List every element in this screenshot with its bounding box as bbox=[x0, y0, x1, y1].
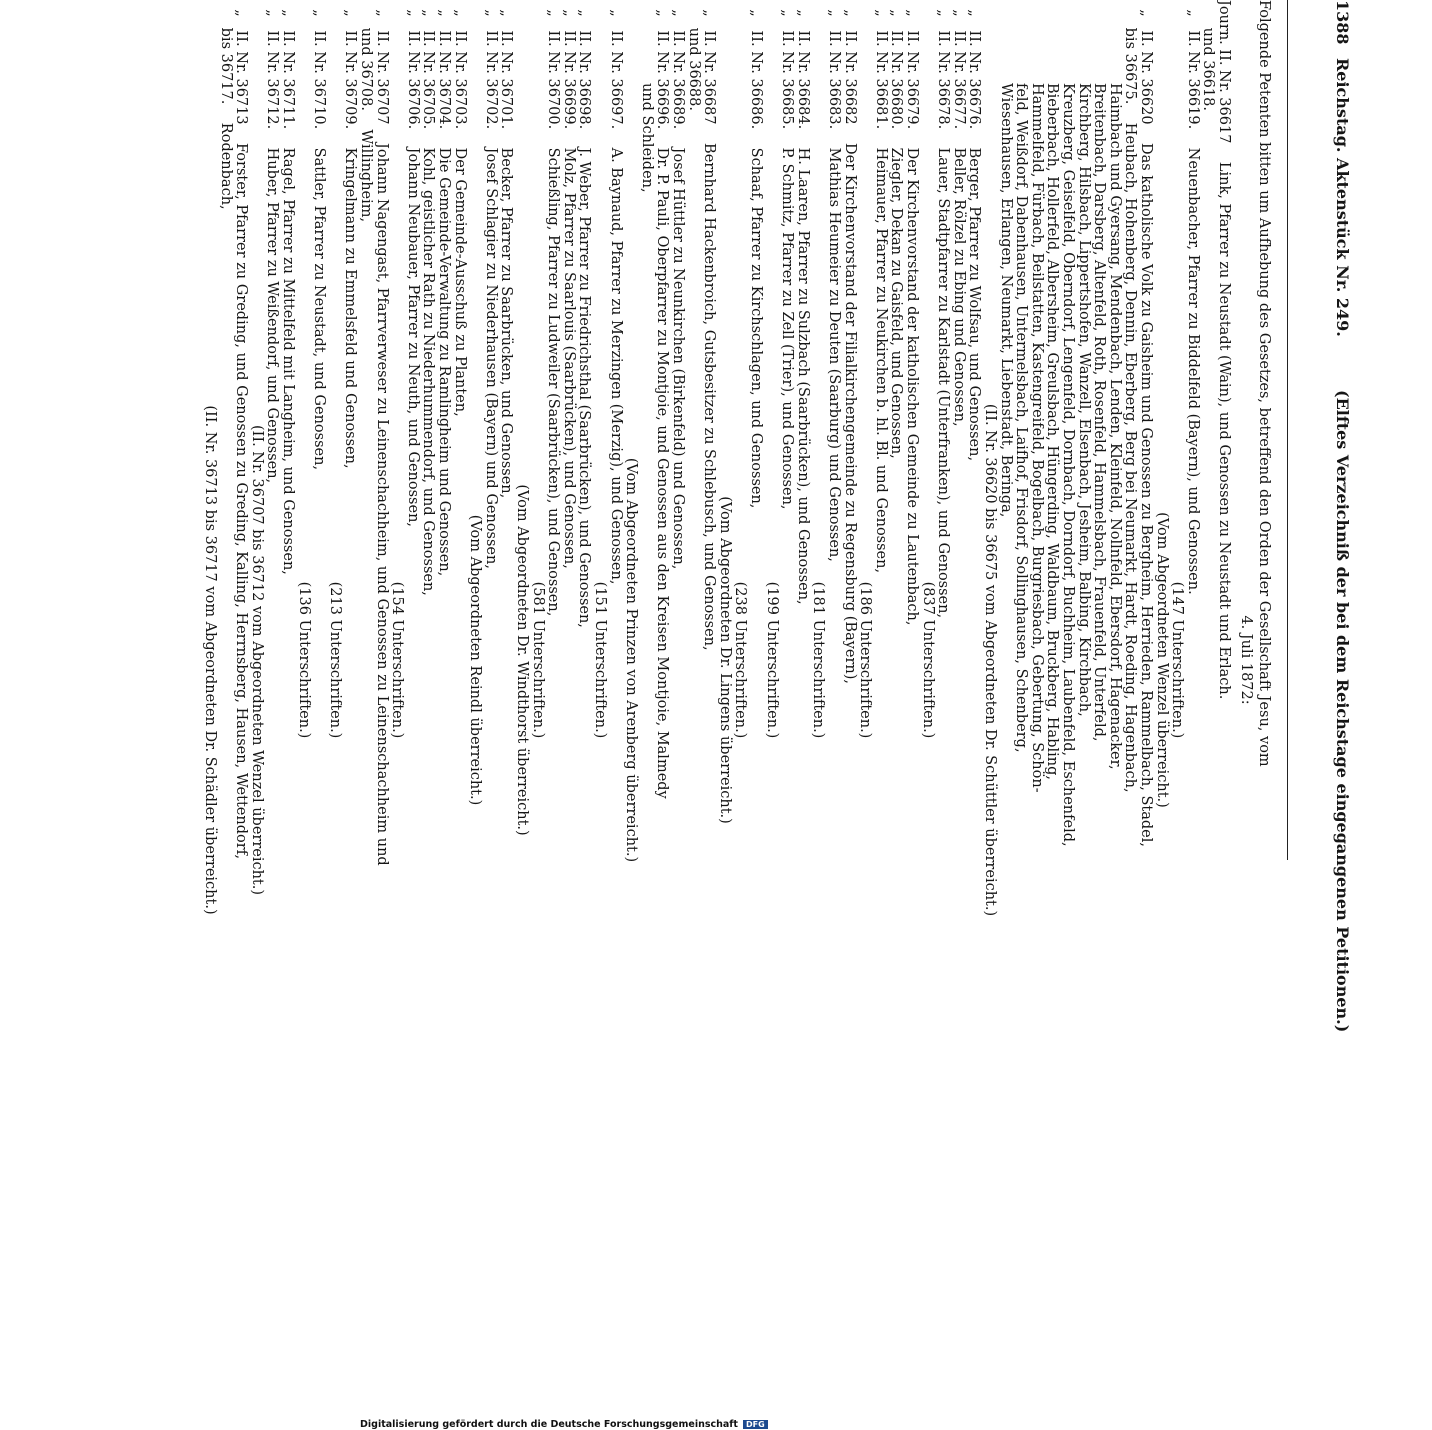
petition-line: „ II. Nr. 36704. Die Gemeinde-Verwaltung zu Ramlingheim und Genossen, bbox=[436, 0, 452, 577]
note-line: (154 Unterschriften.) bbox=[389, 581, 406, 739]
petition-line: „ II. Nr. 36682 Der Kirchenvorstand der Filialkirchengemeinde zu Regensburg (Bayern), bbox=[841, 0, 858, 685]
petition-line: „ II. Nr. 36701. Becker, Pfarrer zu Saarbrücken, und Genossen, bbox=[498, 0, 515, 499]
petition-line: Kirchberg, Hilsbach, Lippertshofen, Wanzell, Elsenbach, Jesheim, Balbing, Kirchbach, bbox=[1075, 0, 1092, 717]
page-number: 1388 bbox=[1333, 0, 1352, 45]
petition-line: „ II. Nr. 36620 Das katholische Volk zu Gaisheim und Genossen zu Bergheim, Herrieden, Rammelbach, Stadel, bbox=[1138, 0, 1154, 847]
intro-line: Folgende Petenten bitten um Aufhebung des Gesetzes, betreffend den Orden der Gesellschaft Jesu, vom bbox=[1256, 0, 1272, 767]
petition-line: „ II. Nr. 36710. Sattler, Pfarrer zu Neustadt, und Genossen, bbox=[311, 0, 328, 471]
intro-date: 4. Juli 1872: bbox=[1238, 615, 1254, 705]
note-line: (II. Nr. 36713 bis 36717 vom Abgeordneten Dr. Schädler überreicht.) bbox=[202, 405, 218, 915]
petition-line: und 36618. bbox=[1200, 0, 1217, 111]
note-line: (151 Unterschriften.) bbox=[592, 581, 608, 739]
dfg-logo: DFG bbox=[743, 1420, 768, 1429]
footer-text: Digitalisierung gefördert durch die Deutsche Forschungsgemeinschaft bbox=[360, 1419, 738, 1430]
petition-line: „ II. Nr. 36678. Lauer, Stadtpfarrer zu Karlstadt (Unterfranken), und Genossen, bbox=[935, 0, 952, 619]
note-line: (Vom Abgeordneten Wenzel überreicht.) bbox=[1153, 512, 1170, 808]
petition-line: „ II. Nr. 36619. Neuenbacher, Pfarrer zu Biddelfeld (Bayern), und Genossen. bbox=[1184, 0, 1201, 595]
petition-line: „ II. Nr. 36705. Kohl, geistlicher Rath zu Niederhummendorf, und Genossen, bbox=[420, 0, 437, 596]
petition-line: und 36708. Willingheim, bbox=[358, 0, 374, 223]
note-line: (Vom Abgeordneten Dr. Windthorst überreicht.) bbox=[514, 484, 530, 836]
petition-line: „ II. Nr. 36709. Kringelmann zu Emmelsfeld und Genossen, bbox=[342, 0, 359, 469]
note-line: (238 Unterschriften.) bbox=[732, 581, 749, 739]
petition-line: Hammelfeld, Fürbach, Beilstatten, Kastengreifeld, Bogelbach, Burgriesbach, Gebertung, Schön- bbox=[1028, 0, 1045, 793]
petition-line: Haimbach und Gyersang, Mendenbach, Lenden, Kleinfeld, Nollnfeld, Ebersdorf, Hagenacker, bbox=[1106, 0, 1123, 770]
petition-line: „ II. Nr. 36703. Der Gemeinde-Ausschuß zu Planten, bbox=[451, 0, 468, 417]
petition-line: „ II. Nr. 36676. Berger, Pfarrer zu Wolfsau, und Genossen, bbox=[966, 0, 983, 462]
petition-line: „ II. Nr. 36699. Molz, Pfarrer zu Saarlouis (Saarbrücken), und Genossen, bbox=[560, 0, 577, 569]
header-rule bbox=[1287, 0, 1288, 860]
petition-line: „ II. Nr. 36687 Bernhard Hackenbroich, Gutsbesitzer zu Schlebusch, und Genossen, bbox=[701, 0, 718, 651]
petition-line: bis 36675. Heubach, Hohenberg, Dennin, Eberberg, Berg bei Neumarkt, Hardt, Roeding, Hagenbach, bbox=[1122, 0, 1139, 793]
petition-line: Breitenbach, Darsberg, Altenfeld, Roth, Rosenfeld, Hammelsbach, Frauenfeld, Unterfeld, bbox=[1091, 0, 1108, 742]
note-line: (837 Unterschriften.) bbox=[919, 581, 936, 739]
petition-line: „ II. Nr. 36684. H. Laaren, Pfarrer zu Sulzbach (Saarbrücken), und Genossen, bbox=[794, 0, 811, 605]
petition-line: bis 36717. Rodenbach, bbox=[217, 0, 234, 210]
petition-line: „ II. Nr. 36712. Huber, Pfarrer zu Weißendorf, und Genossen, bbox=[264, 0, 281, 484]
petition-line: Kreuzberg, Geiselfeld, Oberndorf, Lengenfeld, Dornbach, Dorndorf, Buchheim, Laubenfeld, Eschenfeld, bbox=[1060, 0, 1076, 847]
petition-line: und Schleiden, bbox=[638, 0, 655, 193]
petition-line: Bieberbach, Hollerfeld, Albersheim, Greulsbach, Hüngerding, Waldbaum, Bruckberg, Habling, bbox=[1044, 0, 1061, 780]
petition-line: „ II. Nr. 36683. Mathias Heumeier zu Deuten (Saarburg) und Genossen, bbox=[826, 0, 842, 562]
petition-line: „ II. Nr. 36707 Johann Nagengast, Pfarrverweser zu Leinenschachheim, und Genossen zu Leinenschachheim und bbox=[373, 0, 390, 866]
note-line: (II. Nr. 36620 bis 36675 vom Abgeordneten Dr. Schüttler überreicht.) bbox=[982, 403, 998, 917]
petition-line: „ II. Nr. 36700. Schießling, Pfarrer zu Ludweiler (Saarbrücken), und Genossen, bbox=[545, 0, 562, 617]
petition-line: „ II. Nr. 36689. Josef Hüttler zu Neunkirchen (Birkenfeld) und Genossen, bbox=[670, 0, 686, 570]
petition-line: „ II. Nr. 36679. Der Kirchenvorstand der katholischen Gemeinde zu Lautenbach, bbox=[904, 0, 920, 626]
note-line: (Vom Abgeordneten Prinzen von Arenberg überreicht.) bbox=[623, 457, 640, 863]
note-line: (136 Unterschriften.) bbox=[295, 581, 312, 739]
petition-line: „ II. Nr. 36711. Ragel, Pfarrer zu Mittelfeld mit Langheim, und Genossen, bbox=[280, 0, 296, 575]
petition-line: „ II. Nr. 36680. Ziegler, Dekan zu Gaisfeld, und Genossen, bbox=[888, 0, 905, 459]
petition-line: Wiesenhausen, Erlangen, Neumarkt, Liebenstadt, Beringa, bbox=[997, 0, 1014, 518]
note-line: (581 Unterschriften.) bbox=[529, 581, 546, 739]
petition-line: „ II. Nr. 36702. Josef Schlagier zu Niederhausen (Bayern) und Genossen, bbox=[482, 0, 499, 569]
note-line: (147 Unterschriften.) bbox=[1169, 581, 1186, 739]
petition-line: „ II. Nr. 36698. J. Weber, Pfarrer zu Friedrichsthal (Saarbrücken), und Genossen, bbox=[576, 0, 593, 628]
note-line: (II. Nr. 36707 bis 36712 vom Abgeordneten Wenzel überreicht.) bbox=[248, 424, 265, 896]
note-line: (Vom Abgeordneten Dr. Lingens überreicht.) bbox=[716, 496, 733, 824]
note-line: (186 Unterschriften.) bbox=[857, 581, 874, 739]
petition-line: „ II. Nr. 36685. P. Schmitz, Pfarrer zu Zell (Trier), und Genossen, bbox=[779, 0, 796, 510]
petition-line: „ II. Nr. 36677. Beller, Rölzel zu Ebing und Genossen, bbox=[950, 0, 967, 427]
petition-line: „ II. Nr. 36681. Heimauer, Pfarrer zu Neukirchen b. hl. Bl. und Genossen, bbox=[872, 0, 889, 574]
petition-line: „ II. Nr. 36713 Forster, Pfarrer zu Greding, und Genossen zu Greding, Kalling, Herrnsberg, Hausen, Wettendorf, bbox=[233, 0, 250, 860]
petition-line: feld, Weißdorf, Dabenhausen, Untermelsbach, Laifhof, Frisdorf, Sollinghausen, Schenberg, bbox=[1013, 0, 1030, 753]
petition-line: „ II. Nr. 36686. Schaaf, Pfarrer zu Kirchschlagen, und Genossen, bbox=[748, 0, 764, 509]
digitization-footer bbox=[360, 1419, 768, 1430]
petition-line: „ II. Nr. 36696. Dr. P. Pauli, Oberpfarrer zu Montjoie, und Genossen aus den Kreisen Montjoie, Malmedy bbox=[654, 0, 671, 799]
note-line: (199 Unterschriften.) bbox=[763, 581, 780, 739]
petition-line: Journ. II. Nr. 36617 Link, Pfarrer zu Neustadt (Wain), und Genossen zu Neustadt und Erlach. bbox=[1216, 0, 1232, 700]
note-line: (Vom Abgeordneten Reindl überreicht.) bbox=[467, 514, 484, 806]
petition-line: „ II. Nr. 36706. Johann Neubauer, Pfarrer zu Neuth, und Genossen, bbox=[404, 0, 421, 528]
note-line: (213 Unterschriften.) bbox=[326, 581, 343, 739]
running-subtitle: (Elftes Verzeichniß der bei dem Reichstage eingegangenen Petitionen.) bbox=[1333, 390, 1352, 1033]
note-line: (181 Unterschriften.) bbox=[810, 581, 827, 739]
running-title: Reichstag. Aktenstück Nr. 249. bbox=[1333, 58, 1352, 337]
petition-line: und 36688. bbox=[685, 0, 702, 111]
petition-line: „ II. Nr. 36697. A. Baynaud, Pfarrer zu Merzingen (Merzig), und Genossen, bbox=[607, 0, 624, 585]
